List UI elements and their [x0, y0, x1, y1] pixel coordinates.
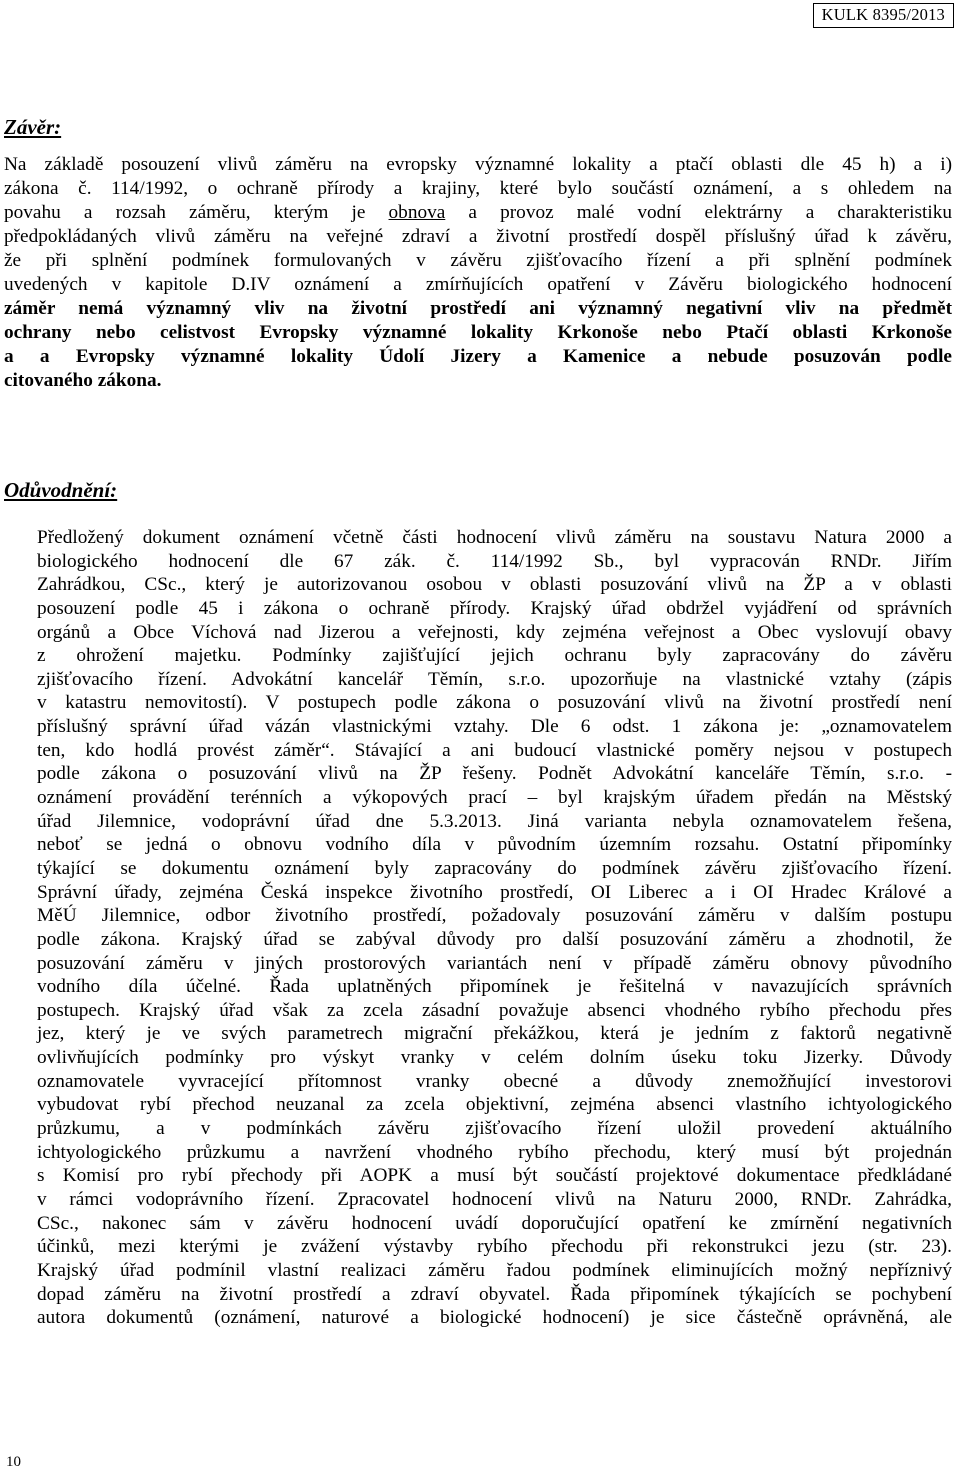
oduvodneni-line: příslušný správní úřad vázán vlastnickými vztahy. Dle 6 odst. 1 zákona je: „oznamovatelem [37, 716, 952, 738]
section-heading-oduvodneni: Odůvodnění: [4, 478, 118, 502]
oduvodneni-line: účinků, mezi kterými je zvážení výstavby rybího přechodu při rekonstrukci jezu (str. 23). [37, 1236, 952, 1258]
oduvodneni-line: oznamovatele vyvracející přítomnost vranky obecné a důvody znemožňující investorovi [37, 1070, 952, 1092]
oduvodneni-line: vodního díla účelné. Řada uplatněných připomínek je řešitelná v navazujících správních [37, 976, 952, 998]
oduvodneni-line: v rámci vodoprávního řízení. Zpracovatel hodnocení vlivů na Naturu 2000, RNDr. Zahrádka, [37, 1188, 952, 1210]
oduvodneni-line: úřad Jilemnice, vodoprávní úřad dne 5.3.2013. Jiná varianta nebyla oznamovatelem řešena, [37, 810, 952, 832]
oduvodneni-line: biologického hodnocení dle 67 zák. č. 114/1992 Sb., byl vypracován RNDr. Jiřím [37, 550, 952, 572]
oduvodneni-line: posouzení podle 45 i zákona o ochraně přírody. Krajský úřad obdržel vyjádření od správních [37, 597, 952, 619]
oduvodneni-line: týkající se dokumentu oznámení byly zapracovány do podmínek závěru zjišťovacího řízení. [37, 857, 952, 879]
oduvodneni-line: Správní úřady, zejména Česká inspekce životního prostředí, OI Liberec a i OI Hradec Králové a [37, 881, 952, 903]
zaver-line-bold: a a Evropsky významné lokality Údolí Jizery a Kamenice a nebude posuzován podle [4, 346, 952, 367]
oduvodneni-line: MěÚ Jilemnice, odbor životního prostředí, požadovaly posuzování záměru v dalším postupu [37, 905, 952, 927]
oduvodneni-line: orgánů a Obce Víchová nad Jizerou a veřejnosti, kdy zejména veřejnost a Obec vyslovují obavy [37, 621, 952, 643]
oduvodneni-line: oznámení provádění terénních a výkopových prací – byl krajským úřadem předán na Městský [37, 787, 952, 809]
oduvodneni-line: autora dokumentů (oznámení, naturové a biologické hodnocení) je sice částečně oprávněná, ale [37, 1307, 952, 1329]
oduvodneni-line: s Komisí pro rybí přechody při AOPK a musí být součástí projektové dokumentace předkládané [37, 1165, 952, 1187]
oduvodneni-line: z ohrožení majetku. Podmínky zajišťující jejich ochranu byly zapracovány do závěru [37, 645, 952, 667]
oduvodneni-line: podle zákona o posuzování vlivů na ŽP řešeny. Podnět Advokátní kanceláře Těmín, s.r.o. - [37, 763, 952, 785]
page-number: 10 [6, 1454, 21, 1470]
oduvodneni-line: Předložený dokument oznámení včetně části hodnocení vlivů záměru na soustavu Natura 2000 a [37, 527, 952, 548]
oduvodneni-line: postupech. Krajský úřad však za zcela zásadní považuje absenci vhodného rybího přechodu přes [37, 999, 952, 1021]
oduvodneni-line: ichtyologického průzkumu a navržení vhodného rybího přechodu, který musí být projednán [37, 1141, 952, 1163]
oduvodneni-line: v katastru nemovitostí). V postupech podle zákona o posuzování vlivů na životní prostředí není [37, 692, 952, 714]
oduvodneni-line: ovlivňujících podmínky pro výskyt vranky v celém dolním úseku toku Jizerky. Důvody [37, 1047, 952, 1069]
oduvodneni-line: průzkumu, a v podmínkách závěru zjišťovacího řízení uložil provedení aktuálního [37, 1118, 952, 1140]
oduvodneni-line: podle zákona. Krajský úřad se zabýval důvody pro další posuzování záměru a zhodnotil, že [37, 928, 952, 950]
zaver-line: povahu a rozsah záměru, kterým je obnova a provoz malé vodní elektrárny a charakteristiku [4, 202, 952, 223]
zaver-paragraph [4, 153, 952, 393]
zaver-line-bold: záměr nemá významný vliv na životní prostředí ani významný negativní vliv na předmět [4, 298, 952, 319]
oduvodneni-line: posuzování záměru v jiných prostorových variantách není v případě záměru obnovy původního [37, 952, 952, 974]
oduvodneni-line: neboť se jedná o obnovu vodního díla v původním územním rozsahu. Ostatní připomínky [37, 834, 952, 856]
underlined-word: obnova [388, 202, 446, 223]
oduvodneni-paragraph [37, 526, 952, 1330]
oduvodneni-line: Zahrádkou, CSc., který je autorizovanou osobou v oblasti posuzování vlivů na ŽP a v oblasti [37, 574, 952, 596]
section-heading-zaver: Závěr: [4, 115, 62, 139]
zaver-line-bold: citovaného zákona. [4, 370, 162, 391]
document-reference-box: KULK 8395/2013 [813, 3, 954, 28]
oduvodneni-line: vybudovat rybí přechod neuzanal za zcela objektivní, zejména absenci vlastního ichtyologického [37, 1094, 952, 1116]
oduvodneni-line: jez, který je ve svých parametrech migrační překážkou, která je jedním z faktorů negativně [37, 1023, 952, 1045]
oduvodneni-line: CSc., nakonec sám v závěru hodnocení uvádí doporučující opatření ke zmírnění negativních [37, 1212, 952, 1234]
oduvodneni-line: zjišťovacího řízení. Advokátní kancelář Těmín, s.r.o. upozorňuje na vlastnické vztahy (zápis [37, 668, 952, 690]
oduvodneni-line: Krajský úřad podmínil vlastní realizaci záměru řadou podmínek eliminujících možný nepříznivý [37, 1259, 952, 1281]
zaver-line: Na základě posouzení vlivů záměru na evropsky významné lokality a ptačí oblasti dle 45 h) a i) [4, 154, 952, 175]
oduvodneni-line: ten, kdo hodlá provést záměr“. Stávající a ani budoucí vlastnické poměry nejsou v postupech [37, 739, 952, 761]
oduvodneni-line: dopad záměru na životní prostředí a zdraví obyvatel. Řada připomínek týkajících se pochybení [37, 1283, 952, 1305]
zaver-line-bold: ochrany nebo celistvost Evropsky významné lokality Krkonoše nebo Ptačí oblasti Krkonoše [4, 322, 952, 343]
zaver-line: zákona č. 114/1992, o ochraně přírody a krajiny, které bylo součástí oznámení, a s ohledem na [4, 178, 952, 199]
zaver-line: předpokládaných vlivů záměru na veřejné zdraví a životní prostředí dospěl příslušný úřad k závěru, [4, 226, 952, 247]
zaver-line: že při splnění podmínek formulovaných v závěru zjišťovacího řízení a při splnění podmínek [4, 250, 952, 271]
zaver-line: uvedených v kapitole D.IV oznámení a zmírňujících opatření v Závěru biologického hodnocení [4, 274, 952, 295]
